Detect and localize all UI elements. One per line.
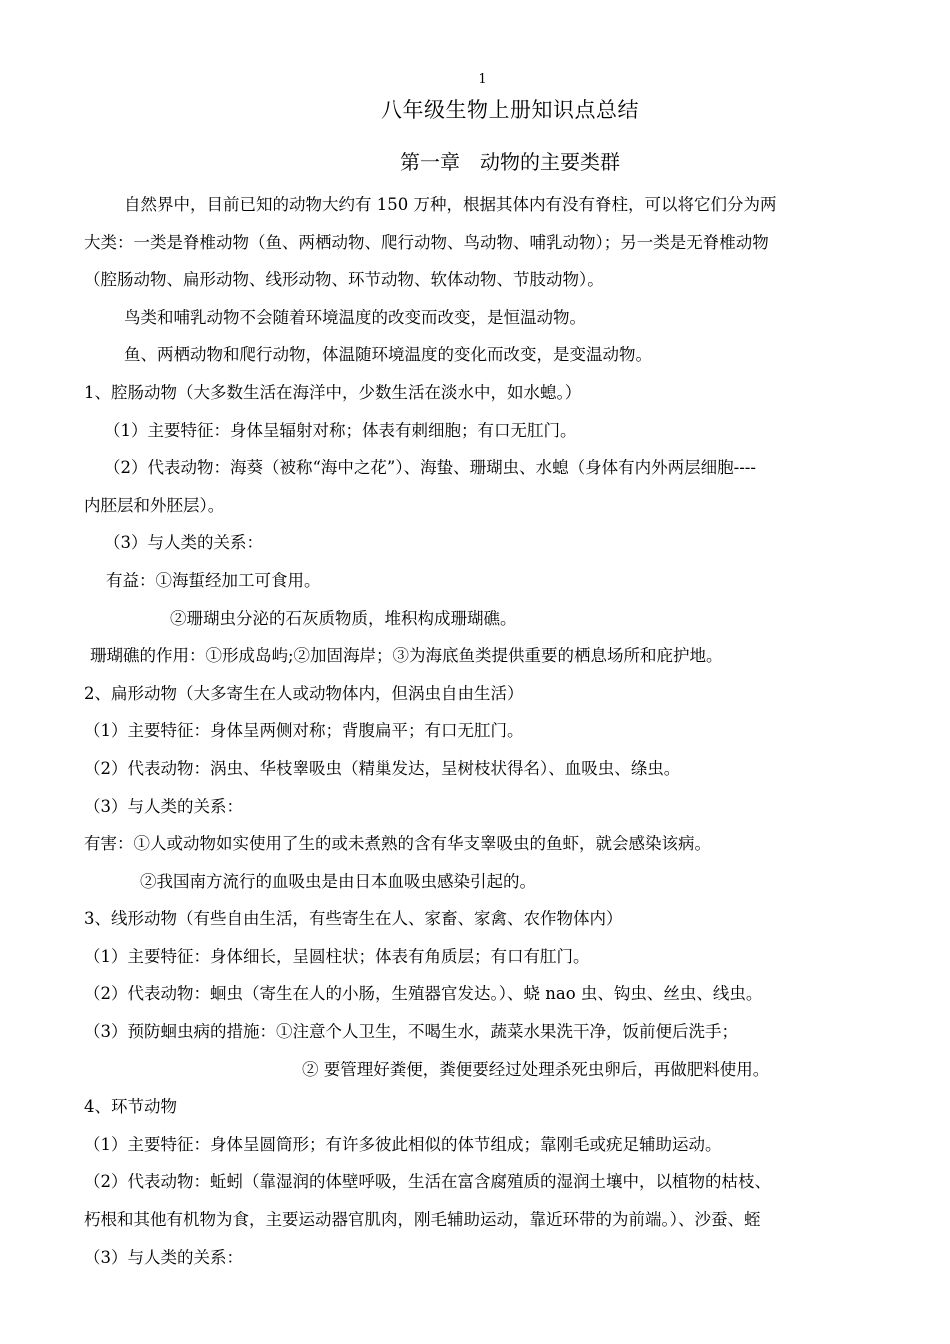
text-line: 自然界中，目前已知的动物大约有 150 万种，根据其体内有没有脊柱，可以将它们分为两: [124, 195, 777, 214]
text-line: 4、环节动物: [84, 1097, 177, 1117]
text-line: 大类：一类是脊椎动物（鱼、两栖动物、爬行动物、鸟动物、哺乳动物）；另一类是无脊椎动物: [84, 232, 769, 252]
text-line: 鱼、两栖动物和爬行动物，体温随环境温度的变化而改变，是变温动物。: [124, 345, 652, 365]
text-line: 1、腔肠动物（大多数生活在海洋中，少数生活在淡水中，如水螅。）: [84, 382, 582, 402]
text-line: （2）代表动物：涡虫、华枝睾吸虫（精巢发达，呈树枝状得名）、血吸虫、绦虫。: [84, 758, 681, 778]
text-line: 2、扁形动物（大多寄生在人或动物体内，但涡虫自由生活）: [84, 683, 524, 703]
text-line: （2）代表动物：海葵（被称“海中之花”）、海蛰、珊瑚虫、水螅（身体有内外两层细胞----: [104, 458, 756, 478]
text-line: 鸟类和哺乳动物不会随着环境温度的改变而改变，是恒温动物。: [124, 307, 586, 327]
text-line: 朽根和其他有机物为食，主要运动器官肌肉，刚毛辅助运动，靠近环带的为前端。）、沙蚕、蛭: [84, 1210, 761, 1230]
document-body: [84, 186, 884, 1276]
page-number: 1: [478, 72, 487, 87]
text-line: （腔肠动物、扁形动物、线形动物、环节动物、软体动物、节肢动物）。: [84, 270, 604, 290]
text-line: （3）预防蛔虫病的措施：①注意个人卫生，不喝生水，蔬菜水果洗干净，饭前便后洗手；: [84, 1022, 738, 1042]
text-line: ②珊瑚虫分泌的石灰质物质，堆积构成珊瑚礁。: [170, 608, 517, 628]
text-line: （1）主要特征：身体呈辐射对称；体表有刺细胞；有口无肛门。: [104, 420, 577, 440]
text-line: 有害：①人或动物如实使用了生的或未煮熟的含有华支睾吸虫的鱼虾，就会感染该病。: [84, 834, 711, 854]
text-line: （2）代表动物：蚯蚓（靠湿润的体壁呼吸，生活在富含腐殖质的湿润土壤中，以植物的枯枝、: [84, 1172, 771, 1192]
text-line: （3）与人类的关系：: [104, 533, 263, 553]
text-line: ②我国南方流行的血吸虫是由日本血吸虫感染引起的。: [140, 871, 536, 891]
chapter-title: 第一章 动物的主要类群: [400, 150, 620, 174]
text-line: （1）主要特征：身体呈两侧对称；背腹扁平；有口无肛门。: [84, 721, 524, 741]
text-line: （3）与人类的关系：: [84, 1247, 243, 1267]
text-line: （2）代表动物：蛔虫（寄生在人的小肠，生殖器官发达。）、蛲 nao 虫、钩虫、丝虫、线虫。: [84, 984, 763, 1004]
text-line: 3、线形动物（有些自由生活，有些寄生在人、家畜、家禽、农作物体内）: [84, 909, 623, 929]
text-line: 有益：①海蜇经加工可食用。: [106, 570, 321, 590]
text-line: （1）主要特征：身体呈圆筒形；有许多彼此相似的体节组成；靠刚毛或疣足辅助运动。: [84, 1134, 722, 1154]
text-line: 内胚层和外胚层）。: [84, 495, 225, 515]
text-line: 珊瑚礁的作用：①形成岛屿;②加固海岸；③为海底鱼类提供重要的栖息场所和庇护地。: [90, 646, 723, 666]
text-line: ② 要管理好粪便，粪便要经过处理杀死虫卵后，再做肥料使用。: [302, 1059, 770, 1079]
document-title: 八年级生物上册知识点总结: [381, 98, 639, 122]
text-line: （3）与人类的关系：: [84, 796, 243, 816]
text-line: （1）主要特征：身体细长，呈圆柱状；体表有角质层；有口有肛门。: [84, 946, 590, 966]
